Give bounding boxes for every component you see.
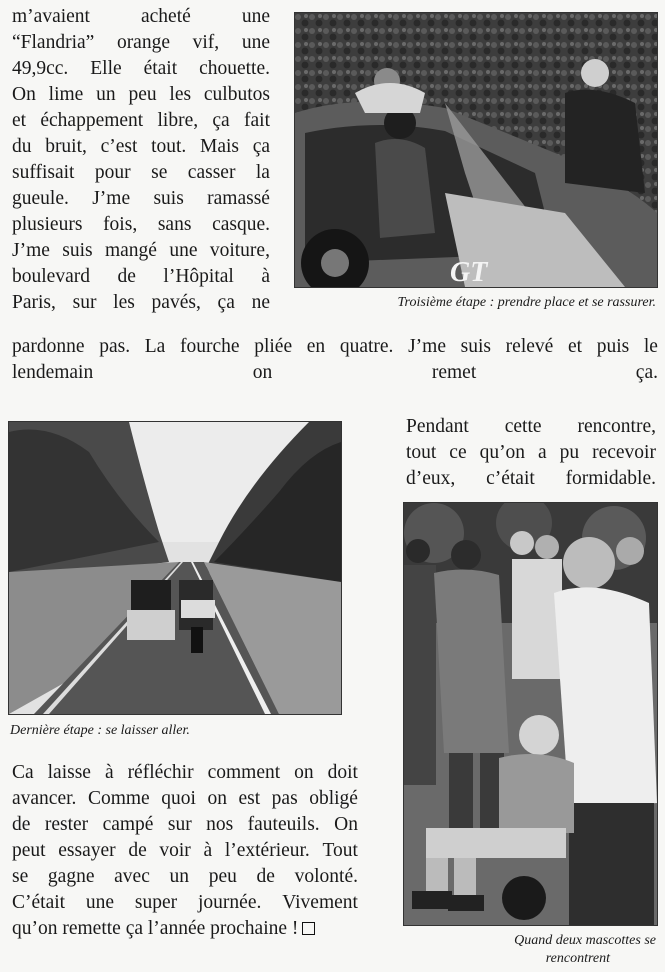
fairing-plate-text: GT [450,257,488,287]
bottom-paragraph [12,760,358,942]
crowd-photo [403,502,658,926]
road-photo [8,421,342,715]
caption-line: Quand deux mascottes se [514,933,656,948]
text-line: peut essayer de voir à l’extérieur. Tout [12,840,358,861]
road-photo-caption: Dernière étape : se laisser aller. [10,723,190,738]
text-line: avancer. Comme quoi on est pas obligé [12,788,358,809]
text-line: gueule. J’me suis ramassé [12,188,270,209]
top-paragraph [12,4,270,316]
text-line: Pendant cette rencontre, [406,416,656,437]
caption-line: rencontrent [545,951,610,966]
top-paragraph-continued [12,334,658,386]
text-line: suffisait pour se casser la [12,162,270,183]
text-line: et échappement libre, ça fait [12,110,270,131]
text-line: Paris, sur les pavés, ça ne [12,292,270,313]
text-line: plusieurs fois, sans casque. [12,214,270,235]
text-line: se gagne avec un peu de volonté. [12,866,358,887]
right-paragraph [406,414,656,492]
text-line: 49,9cc. Elle était chouette. [12,58,270,79]
text-line: J’me suis mangé une voiture, [12,240,270,261]
end-of-article-box-icon [302,922,315,935]
sidecar-photo [294,12,658,288]
text-line-last [12,916,358,942]
text-line: d’eux, c’était formidable. [406,468,656,489]
text-line: boulevard de l’Hôpital à [12,266,270,287]
text-line: du bruit, c’est tout. Mais ça [12,136,270,157]
text-line: pardonne pas. La fourche pliée en quatre. J’me suis relevé et puis le [12,336,658,357]
crowd-photo-caption [403,932,656,968]
text-line: tout ce qu’on a pu recevoir [406,442,656,463]
text-line: lendemain on remet ça. [12,362,658,383]
text-line: “Flandria” orange vif, une [12,32,270,53]
sidecar-photo-caption: Troisième étape : prendre place et se rassurer. [397,295,656,310]
text-line: m’avaient acheté une [12,6,270,27]
text-line: Ca laisse à réfléchir comment on doit [12,762,358,783]
text-line: qu’on remette ça l’année prochaine ! [12,918,299,939]
text-line: C’était une super journée. Vivement [12,892,358,913]
text-line: On lime un peu les culbutos [12,84,270,105]
text-line: de rester campé sur nos fauteuils. On [12,814,358,835]
